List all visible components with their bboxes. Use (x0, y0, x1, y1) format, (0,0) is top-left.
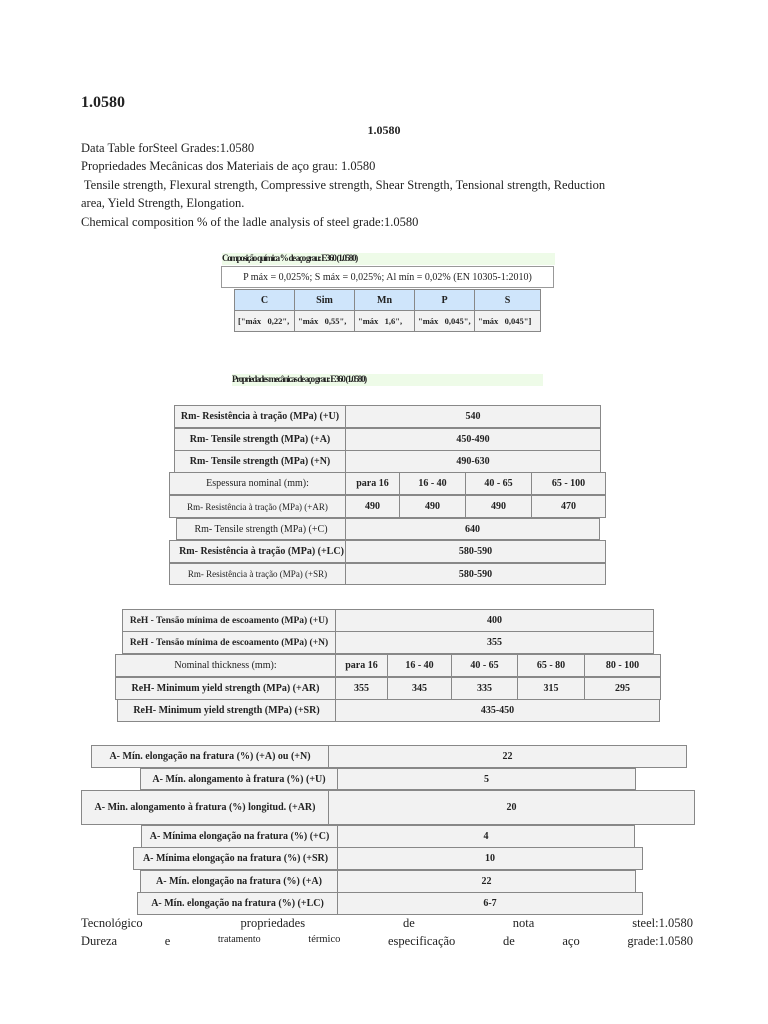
footer-word: nota (512, 916, 535, 930)
reh-ar-label: ReH- Minimum yield strength (MPa) (+AR) (115, 677, 336, 700)
rm-ar-value: 490 (345, 495, 400, 518)
chem-caption: Composição química % de aço grau: E360 (1.0580) (222, 253, 555, 265)
reh-ar-value: 295 (584, 677, 661, 700)
rm-u-value: 540 (345, 405, 601, 428)
rm-ar-label: Rm- Resistência à tração (MPa) (+AR) (169, 495, 346, 518)
reh-thickness-range: 40 - 65 (451, 654, 518, 677)
reh-sr-value: 435-450 (335, 699, 660, 722)
elong-c-label: A- Mínima elongação na fratura (%) (+C) (141, 825, 338, 848)
footer-line-1 (81, 916, 693, 931)
chem-header-s: S (474, 289, 541, 311)
footer-word: e (164, 934, 171, 948)
rm-thickness-range: 65 - 100 (531, 472, 606, 495)
footer-line-2 (81, 934, 693, 949)
footer-word: tratamento (217, 934, 261, 945)
footer-word: de (403, 916, 415, 930)
elong-u-label: A- Mín. alongamento à fratura (%) (+U) (140, 768, 338, 790)
footer-word: Dureza (81, 934, 118, 948)
chem-header-p: P (414, 289, 475, 311)
footer-word: grade:1.0580 (627, 934, 693, 948)
footer-word: aço (562, 934, 580, 948)
reh-thickness-range: para 16 (335, 654, 388, 677)
elong-a-value: 22 (337, 870, 636, 893)
elong-an-value: 22 (328, 745, 687, 768)
reh-ar-value: 345 (387, 677, 452, 700)
reh-thickness-range: 65 - 80 (517, 654, 585, 677)
intro-line-2: Propriedades Mecânicas dos Materiais de aço grau: 1.0580 (81, 159, 376, 173)
elong-sr-label: A- Mínima elongação na fratura (%) (+SR) (133, 847, 338, 870)
rm-lc-value: 580-590 (345, 540, 606, 563)
reh-thickness-range: 16 - 40 (387, 654, 452, 677)
footer-word: de (502, 934, 515, 948)
rm-u-label: Rm- Resistência à tração (MPa) (+U) (174, 405, 346, 428)
intro-line-4: area, Yield Strength, Elongation. (81, 196, 245, 210)
reh-u-label: ReH - Tensão mínima de escoamento (MPa) (+U) (122, 609, 336, 632)
elong-a-label: A- Mín. elongação na fratura (%) (+A) (140, 870, 338, 893)
rm-thickness-range: para 16 (345, 472, 400, 495)
reh-n-value: 355 (335, 631, 654, 654)
reh-ar-value: 315 (517, 677, 585, 700)
footer-word: especificação (388, 934, 456, 948)
rm-c-value: 640 (345, 518, 600, 540)
footer-word: Tecnológico (81, 916, 143, 930)
reh-n-label: ReH - Tensão mínima de escoamento (MPa) (+N) (122, 631, 336, 654)
page-subtitle: 1.0580 (367, 123, 401, 137)
elong-c-value: 4 (337, 825, 635, 848)
rm-n-label: Rm- Tensile strength (MPa) (+N) (174, 450, 346, 473)
elong-u-value: 5 (337, 768, 636, 790)
rm-c-label: Rm- Tensile strength (MPa) (+C) (176, 518, 346, 540)
chem-header-mn: Mn (354, 289, 415, 311)
elong-lc-label: A- Mín. elongação na fratura (%) (+LC) (137, 892, 338, 915)
rm-thickness-range: 40 - 65 (465, 472, 532, 495)
footer-word: steel:1.0580 (632, 916, 693, 930)
chem-value-c: ["máx 0,22", (234, 310, 295, 332)
elong-ar-label: A- Min. alongamento à fratura (%) longitud. (+AR) (81, 790, 329, 825)
rm-ar-value: 490 (465, 495, 532, 518)
intro-line-5: Chemical composition % of the ladle analysis of steel grade:1.0580 (81, 215, 419, 229)
elong-lc-value: 6-7 (337, 892, 643, 915)
rm-a-value: 450-490 (345, 428, 601, 451)
reh-sr-label: ReH- Minimum yield strength (MPa) (+SR) (117, 699, 336, 722)
chem-value-s: "máx 0,045"] (474, 310, 541, 332)
intro-line-3: Tensile strength, Flexural strength, Compressive strength, Shear Strength, Tensional strength, Reduction (81, 178, 606, 192)
rm-sr-value: 580-590 (345, 563, 606, 585)
rm-ar-value: 490 (399, 495, 466, 518)
intro-line-1: Data Table forSteel Grades:1.0580 (81, 141, 255, 155)
reh-thickness-label: Nominal thickness (mm): (115, 654, 336, 677)
chem-note: P máx = 0,025%; S máx = 0,025%; Al mín = 0,02% (EN 10305-1:2010) (221, 266, 554, 288)
chem-value-mn: "máx 1,6", (354, 310, 415, 332)
mech-caption: Propriedades mecânicas de aço grau: E360 (1.0580) (232, 374, 543, 386)
chem-header-si: Sim (294, 289, 355, 311)
reh-ar-value: 355 (335, 677, 388, 700)
chem-value-p: "máx 0,045", (414, 310, 475, 332)
rm-ar-value: 470 (531, 495, 606, 518)
rm-thickness-label: Espessura nominal (mm): (169, 472, 346, 495)
footer-word: térmico (308, 934, 341, 945)
elong-sr-value: 10 (337, 847, 643, 870)
reh-thickness-range: 80 - 100 (584, 654, 661, 677)
chem-value-si: "máx 0,55", (294, 310, 355, 332)
page-title: 1.0580 (81, 94, 125, 111)
elong-an-label: A- Mín. elongação na fratura (%) (+A) ou (+N) (91, 745, 329, 768)
reh-ar-value: 335 (451, 677, 518, 700)
reh-u-value: 400 (335, 609, 654, 632)
rm-thickness-range: 16 - 40 (399, 472, 466, 495)
chem-header-c: C (234, 289, 295, 311)
rm-lc-label: Rm- Resistência à tração (MPa) (+LC) (169, 540, 354, 563)
rm-n-value: 490-630 (345, 450, 601, 473)
rm-sr-label: Rm- Resistência à tração (MPa) (+SR) (169, 563, 346, 585)
rm-a-label: Rm- Tensile strength (MPa) (+A) (174, 428, 346, 451)
elong-ar-value: 20 (328, 790, 695, 825)
footer-word: propriedades (240, 916, 306, 930)
